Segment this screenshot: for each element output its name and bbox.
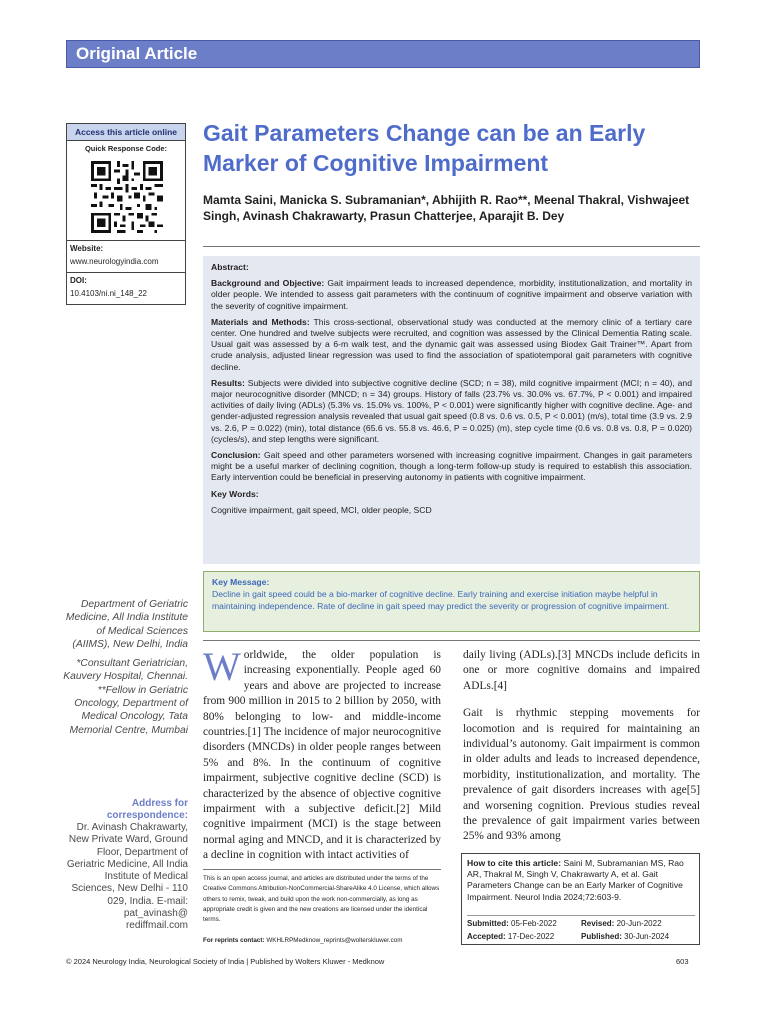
keywords-text: Cognitive impairment, gait speed, MCI, older people, SCD (211, 504, 432, 515)
abstract-results: Results: Subjects were divided into subjective cognitive decline (SCD; n = 38), mild cognitive impairment (MCI; n = 40), and major neurocognitive disorder (MNCD; n = 34) groups. History of falls (23.7% vs. 30.0% vs. 67.7%, P < 0.001) and impaired activities of daily living (ADLs) (5.3% vs. 15.0% vs. 100%, P < 0.001) were significantly higher with cognitive decline. Age- and gender-adjusted regression analysis revealed that usual gait speed (0.8 vs. 0.6 vs. 0.5, P < 0.001) (m/s), total time (3.9 vs. 2.9 vs. 2.6, P = 0.022) (min), total distance (65.6 vs. 55.8 vs. 46.6, P = 0.025) (m), step cycle time (0.6 vs. 0.8 vs. 0.8, P = 0.020) (cycles/s), and step lengths were significant. (211, 377, 692, 444)
footer-copyright: © 2024 Neurology India, Neurological Society of India | Published by Wolters Kluwer - Medknow (66, 957, 385, 966)
doi-link[interactable]: 10.4103/ni.ni_148_22 (70, 289, 147, 298)
article-dates (467, 915, 695, 943)
body-column-right (463, 648, 700, 857)
access-box-title: Access this article online (67, 124, 185, 141)
key-message-title: Key Message: (212, 577, 270, 587)
correspondence-heading: Address for correspondence: (106, 798, 188, 821)
abstract-methods: Materials and Methods: This cross-sectional, observational study was conducted at the memory clinic of a tertiary care center. One hundred and twelve subjects were recruited, and cognition was assessed by the Clinical Dementia Rating scale. Usual gait was assessed by a 6-m walk test, and the dynamic gait was assessed using Biodex Gait Trainer™. Apart from crude analysis, adjusted linear regression was used to find the association of spatiotemporal gait parameters with cognitive decline. (211, 316, 692, 372)
abstract-box (203, 256, 700, 564)
qr-code-icon[interactable] (91, 161, 163, 233)
body-paragraph: orldwide, the older population is increasing exponentially. People aged 60 years and above are projected to increase from 900 million in 2015 to 2 billion by 2050, with 80% belonging to low- and middle-income countries.[1] The incidence of major neurocognitive disorders (MNCDs) in older people ranges between 5% and 8%. In the continuum of cognitive impairment, subjective cognitive decline (SCD) is characterized by the absence of objective cognitive impairment with a subjective deficit.[2] Mild cognitive impairment (MCI) is the stage between normal aging and MNCD, and it is characterized by a decline in cognition with intact activities of (203, 649, 441, 862)
access-article-box (66, 123, 186, 305)
drop-cap: W (203, 644, 241, 689)
divider (203, 246, 700, 247)
divider (67, 272, 185, 273)
affiliation-secondary: *Consultant Geriatrician, Kauvery Hospital, Chennai. **Fellow in Geriatric Oncology, Department of Medical Oncology, Tata Memorial Centre, Mumbai (63, 658, 188, 736)
abstract-heading: Abstract: (211, 262, 249, 272)
website-link[interactable]: www.neurologyindia.com (70, 257, 159, 266)
reprints-email[interactable]: WKHLRPMedknow_reprints@wolterskluwer.com (266, 937, 403, 944)
key-message-text: Decline in gait speed could be a bio-marker of cognitive decline. Early training and exercise initiation maybe helpful in maintaining independence. Rate of decline in gait speed may predict the severity or progression of cognitive impairment. (212, 589, 670, 611)
key-message-box (203, 571, 700, 632)
submitted-date: Submitted: 05-Feb-2022 (467, 919, 557, 928)
citation-text: How to cite this article: Saini M, Subramanian MS, Rao AR, Thakral M, Singh V, Chakrawarty A, et al. Gait Parameters Change can be an Early Marker of Cognitive Impairment. Neurol India 2024;72:603-9. (467, 858, 684, 902)
page-number: 603 (676, 957, 689, 966)
body-paragraph: daily living (ADLs).[3] MNCDs include deficits in one or more cognitive domains and impaired ADLs.[4] (463, 649, 700, 692)
divider (203, 869, 441, 870)
divider (203, 640, 700, 641)
open-access-notice: This is an open access journal, and articles are distributed under the terms of the Creative Commons Attribution-NonCommercial-ShareAlike 4.0 License, which allows others to remix, tweak, and build upon the work non-commercially, as long as appropriate credit is given and the new creations are licensed under the identical terms. (203, 875, 440, 924)
affiliations (62, 598, 188, 743)
accepted-date: Accepted: 17-Dec-2022 (467, 932, 555, 941)
qr-code-label: Quick Response Code: (84, 144, 168, 153)
citation-box (461, 853, 700, 945)
divider (67, 240, 185, 241)
banner-label: Original Article (76, 44, 198, 63)
correspondence-address: Dr. Avinash Chakrawarty, New Private Ward, Ground Floor, Department of Geriatric Medicine, All India Institute of Medical Sciences, New Delhi - 110 029, India. E-mail: pat_avinash@ rediffmail.com (66, 822, 188, 932)
reprints-contact (203, 937, 443, 944)
body-column-left (203, 644, 441, 864)
section-banner (66, 40, 700, 68)
revised-date: Revised: 20-Jun-2022 (581, 919, 662, 928)
article-title: Gait Parameters Change can be an Early Marker of Cognitive Impairment (203, 120, 646, 176)
body-paragraph: Gait is rhythmic stepping movements for locomotion and is required for maintaining an individual’s autonomy. Gait impairment is common in older adults and leads to increased dependence, morbidity, institutionalization, and mortality. The prevalence of gait disorders increases with age[5] and worsening cognition. Previous studies reveal the prevalence of gait impairment varies between 25% and 93% among (463, 707, 700, 843)
published-date: Published: 30-Jun-2024 (581, 932, 670, 941)
website-label: Website: (70, 244, 104, 253)
keywords-heading: Key Words: (211, 488, 259, 499)
affiliation-primary: Department of Geriatric Medicine, All India Institute of Medical Sciences (AIIMS), New Delhi, India (65, 599, 188, 650)
reprints-label: For reprints contact: (203, 937, 265, 944)
abstract-background: Background and Objective: Gait impairment leads to increased dependence, morbidity, institutionalization, and mortality in older people. We intended to assess gait parameters with the continuum of cognitive impairment and observe variation with the severity of cognitive impairment. (211, 278, 692, 311)
author-list: Mamta Saini, Manicka S. Subramanian*, Abhijith R. Rao**, Meenal Thakral, Vishwajeet Singh, Avinash Chakrawarty, Prasun Chatterjee, Aparajit B. Dey (203, 193, 690, 223)
doi-label: DOI: (70, 276, 87, 285)
abstract-conclusion: Conclusion: Gait speed and other parameters worsened with increasing cognitive impairment. Changes in gait parameters might be a useful marker of declining cognition, though a long-term follow-up study is required to establish this association. Early intervention could be beneficial in preserving autonomy in patients with cognitive impairment. (211, 450, 692, 483)
